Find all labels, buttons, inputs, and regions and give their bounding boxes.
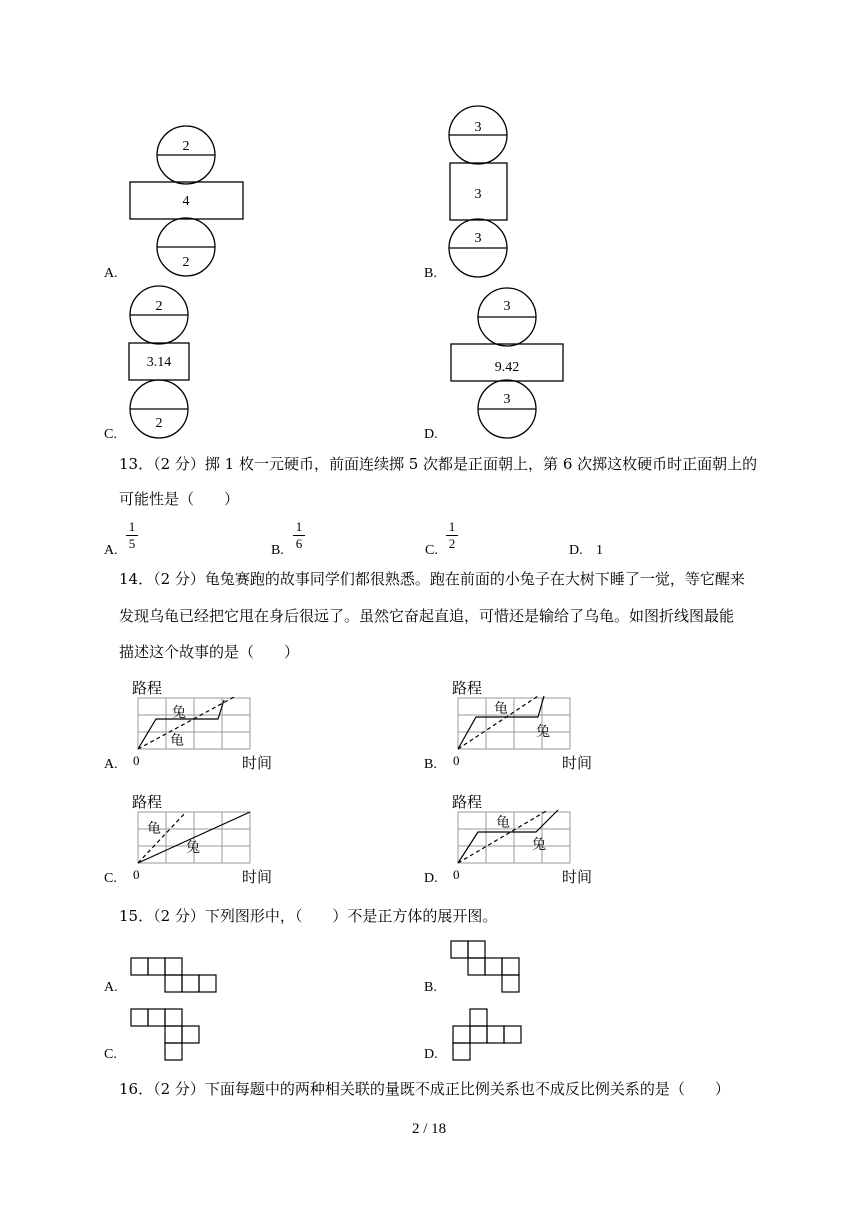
dashed-line <box>138 812 186 863</box>
origin-label: 0 <box>453 753 460 768</box>
q13-b-denominator: 6 <box>295 536 303 551</box>
tortoise-line <box>138 696 236 749</box>
q15-option-c-letter: C. <box>104 1047 117 1062</box>
q12-option-a-letter: A. <box>104 266 118 281</box>
q12-option-b-net <box>440 100 520 285</box>
q12-a-bottom-label: 2 <box>182 255 190 270</box>
q14-option-d-graph <box>440 786 600 891</box>
x-axis-label: 时间 <box>562 870 593 886</box>
origin-label: 0 <box>453 867 460 882</box>
label-1: 龟 <box>147 822 161 837</box>
q13-option-b-fraction <box>292 520 306 551</box>
grid <box>138 698 250 749</box>
q12-c-bottom-label: 2 <box>155 416 163 431</box>
q13-option-a-fraction <box>125 520 139 551</box>
q15-option-d-letter: D. <box>424 1047 438 1062</box>
q12-option-b-letter: B. <box>424 266 437 281</box>
q12-d-rect-label: 9.42 <box>494 360 520 375</box>
q15-option-d-net <box>450 1006 525 1064</box>
q14-option-c-graph <box>120 786 280 891</box>
label-2: 兔 <box>536 725 550 740</box>
q13-option-c-letter: C. <box>425 543 438 558</box>
q14-option-a-graph <box>120 672 280 777</box>
y-axis-label: 路程 <box>132 795 163 811</box>
q13-c-denominator: 2 <box>448 536 456 551</box>
q12-b-bottom-label: 3 <box>474 231 482 246</box>
label-2: 龟 <box>170 734 184 749</box>
q12-option-c-letter: C. <box>104 427 117 442</box>
q15-option-b-net <box>448 938 523 996</box>
q15-option-a-net <box>128 955 218 995</box>
label-2: 兔 <box>186 841 200 856</box>
q12-c-rect-label: 3.14 <box>146 355 172 370</box>
q15-option-c-net <box>128 1006 203 1064</box>
q14-option-b-graph <box>440 672 600 777</box>
q15-option-b-letter: B. <box>424 980 437 995</box>
grid <box>458 698 570 749</box>
label-2: 兔 <box>532 838 546 853</box>
q13-option-c-fraction <box>445 520 459 551</box>
x-axis-label: 时间 <box>562 756 593 772</box>
q12-option-c-net <box>120 280 200 445</box>
q14-text-line3: 描述这个故事的是（ ） <box>119 643 300 661</box>
q12-b-rect-label: 3 <box>474 187 482 202</box>
q13-b-numerator: 1 <box>295 519 303 534</box>
q13-text-line1: 13．（2 分）掷 1 枚一元硬币，前面连续掷 5 次都是正面朝上，第 6 次掷这枚硬币时正面朝上的 <box>119 455 758 473</box>
q14-option-a-letter: A. <box>104 757 118 772</box>
q12-a-top-label: 2 <box>182 139 190 154</box>
q12-c-top-label: 2 <box>155 299 163 314</box>
q12-option-d-net <box>440 280 575 445</box>
q15-text-line1: 15．（2 分）下列图形中，（ ）不是正方体的展开图。 <box>119 907 498 925</box>
y-axis-label: 路程 <box>452 681 483 697</box>
q14-text-line1: 14．（2 分）龟兔赛跑的故事同学们都很熟悉。跑在前面的小兔子在大树下睡了一觉，等它醒来 <box>119 570 745 588</box>
label-1: 龟 <box>494 702 508 717</box>
q13-option-b-letter: B. <box>271 543 284 558</box>
q13-c-numerator: 1 <box>448 519 456 534</box>
q15-option-a-letter: A. <box>104 980 118 995</box>
q12-option-a-net <box>120 118 260 283</box>
label-1: 龟 <box>496 816 510 831</box>
q14-option-b-letter: B. <box>424 757 437 772</box>
q12-d-bottom-label: 3 <box>503 392 511 407</box>
y-axis-label: 路程 <box>132 681 163 697</box>
q13-text-line2: 可能性是（ ） <box>119 490 240 508</box>
q13-option-a-letter: A. <box>104 543 118 558</box>
origin-label: 0 <box>133 867 140 882</box>
page-number: 2 / 18 <box>412 1121 447 1137</box>
y-axis-label: 路程 <box>452 795 483 811</box>
q13-a-numerator: 1 <box>128 519 136 534</box>
label-1: 兔 <box>172 706 186 721</box>
q14-option-c-letter: C. <box>104 871 117 886</box>
q12-option-d-letter: D. <box>424 427 438 442</box>
q13-option-d-value: 1 <box>596 543 603 558</box>
q13-option-d-letter: D. <box>569 543 583 558</box>
x-axis-label: 时间 <box>242 756 273 772</box>
x-axis-label: 时间 <box>242 870 273 886</box>
q12-d-top-label: 3 <box>503 299 511 314</box>
q13-a-denominator: 5 <box>128 536 136 551</box>
q16-text-line1: 16．（2 分）下面每题中的两种相关联的量既不成正比例关系也不成反比例关系的是（ ） <box>119 1080 730 1098</box>
origin-label: 0 <box>133 753 140 768</box>
q12-a-rect-label: 4 <box>182 194 190 209</box>
q14-option-d-letter: D. <box>424 871 438 886</box>
q14-text-line2: 发现乌龟已经把它甩在身后很远了。虽然它奋起直追，可惜还是输给了乌龟。如图折线图最能 <box>119 607 735 625</box>
q12-b-top-label: 3 <box>474 120 482 135</box>
